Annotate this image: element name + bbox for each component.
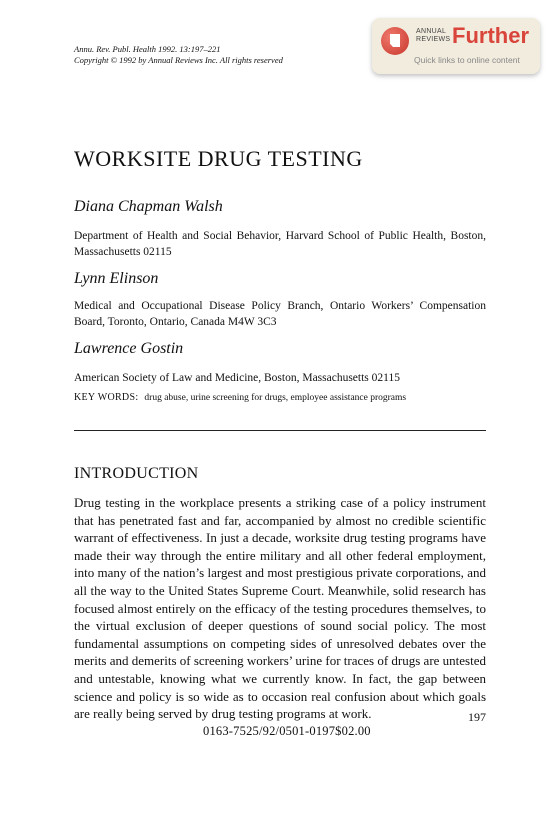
article-title: WORKSITE DRUG TESTING [74,146,363,171]
key-words-values: drug abuse, urine screening for drugs, employee assistance programs [144,393,407,403]
author-name: Lynn Elinson [74,270,159,287]
page-number: 197 [468,710,486,724]
author-name: Lawrence Gostin [74,340,184,357]
key-words-label: KEY WORDS: [74,392,139,403]
copyright-notice: Copyright © 1992 by Annual Reviews Inc. All rights reserved [74,55,283,65]
article-code: 0163-7525/92/0501-0197$02.00 [203,724,371,738]
annual-reviews-wordmark: ANNUAL REVIEWS [416,28,451,43]
section-heading: INTRODUCTION [74,465,199,482]
author-affiliation: Medical and Occupational Disease Policy Branch, Ontario Workers’ Compensation Board, Toronto, Ontario, Canada M4W 3C3 [74,300,486,328]
body-paragraph: Drug testing in the workplace presents a striking case of a policy instrument that has penetrated fast and far, accompanied by almost no credible scientific warrant of effectiveness. In just a decade, worksite drug testing programs have made their way through the entire military and all other federal employment, into many of the nation’s largest and most prestigious private corporations, and all the way to the United States Supreme Court. Meanwhile, solid research has focused almost entirely on the efficacy of the testing procedures themselves, to the virtual exclusion of deeper questions of sound social policy. The most fundamental assumptions on competing sides of unresolved debates over the merits and demerits of screening workers’ urine for traces of drugs are untested and untestable, knowing what we currently know. In fact, the gap between science and policy is so wide as to occasion real confusion about which goals are really being served by drug testing programs at work. [74,495,486,722]
further-links-badge[interactable] [372,18,540,74]
annual-reviews-logo-icon [381,27,409,55]
key-words [74,392,406,403]
section-divider [74,430,486,431]
author-affiliation: American Society of Law and Medicine, Boston, Massachusetts 02115 [74,372,400,384]
author-name: Diana Chapman Walsh [74,198,223,215]
further-tagline: Quick links to online content [414,55,520,65]
journal-header [74,44,283,66]
further-label: Further [452,23,529,48]
journal-citation: Annu. Rev. Publ. Health 1992. 13:197–221 [74,44,221,54]
author-affiliation: Department of Health and Social Behavior, Harvard School of Public Health, Boston, Massachusetts 02115 [74,230,486,258]
